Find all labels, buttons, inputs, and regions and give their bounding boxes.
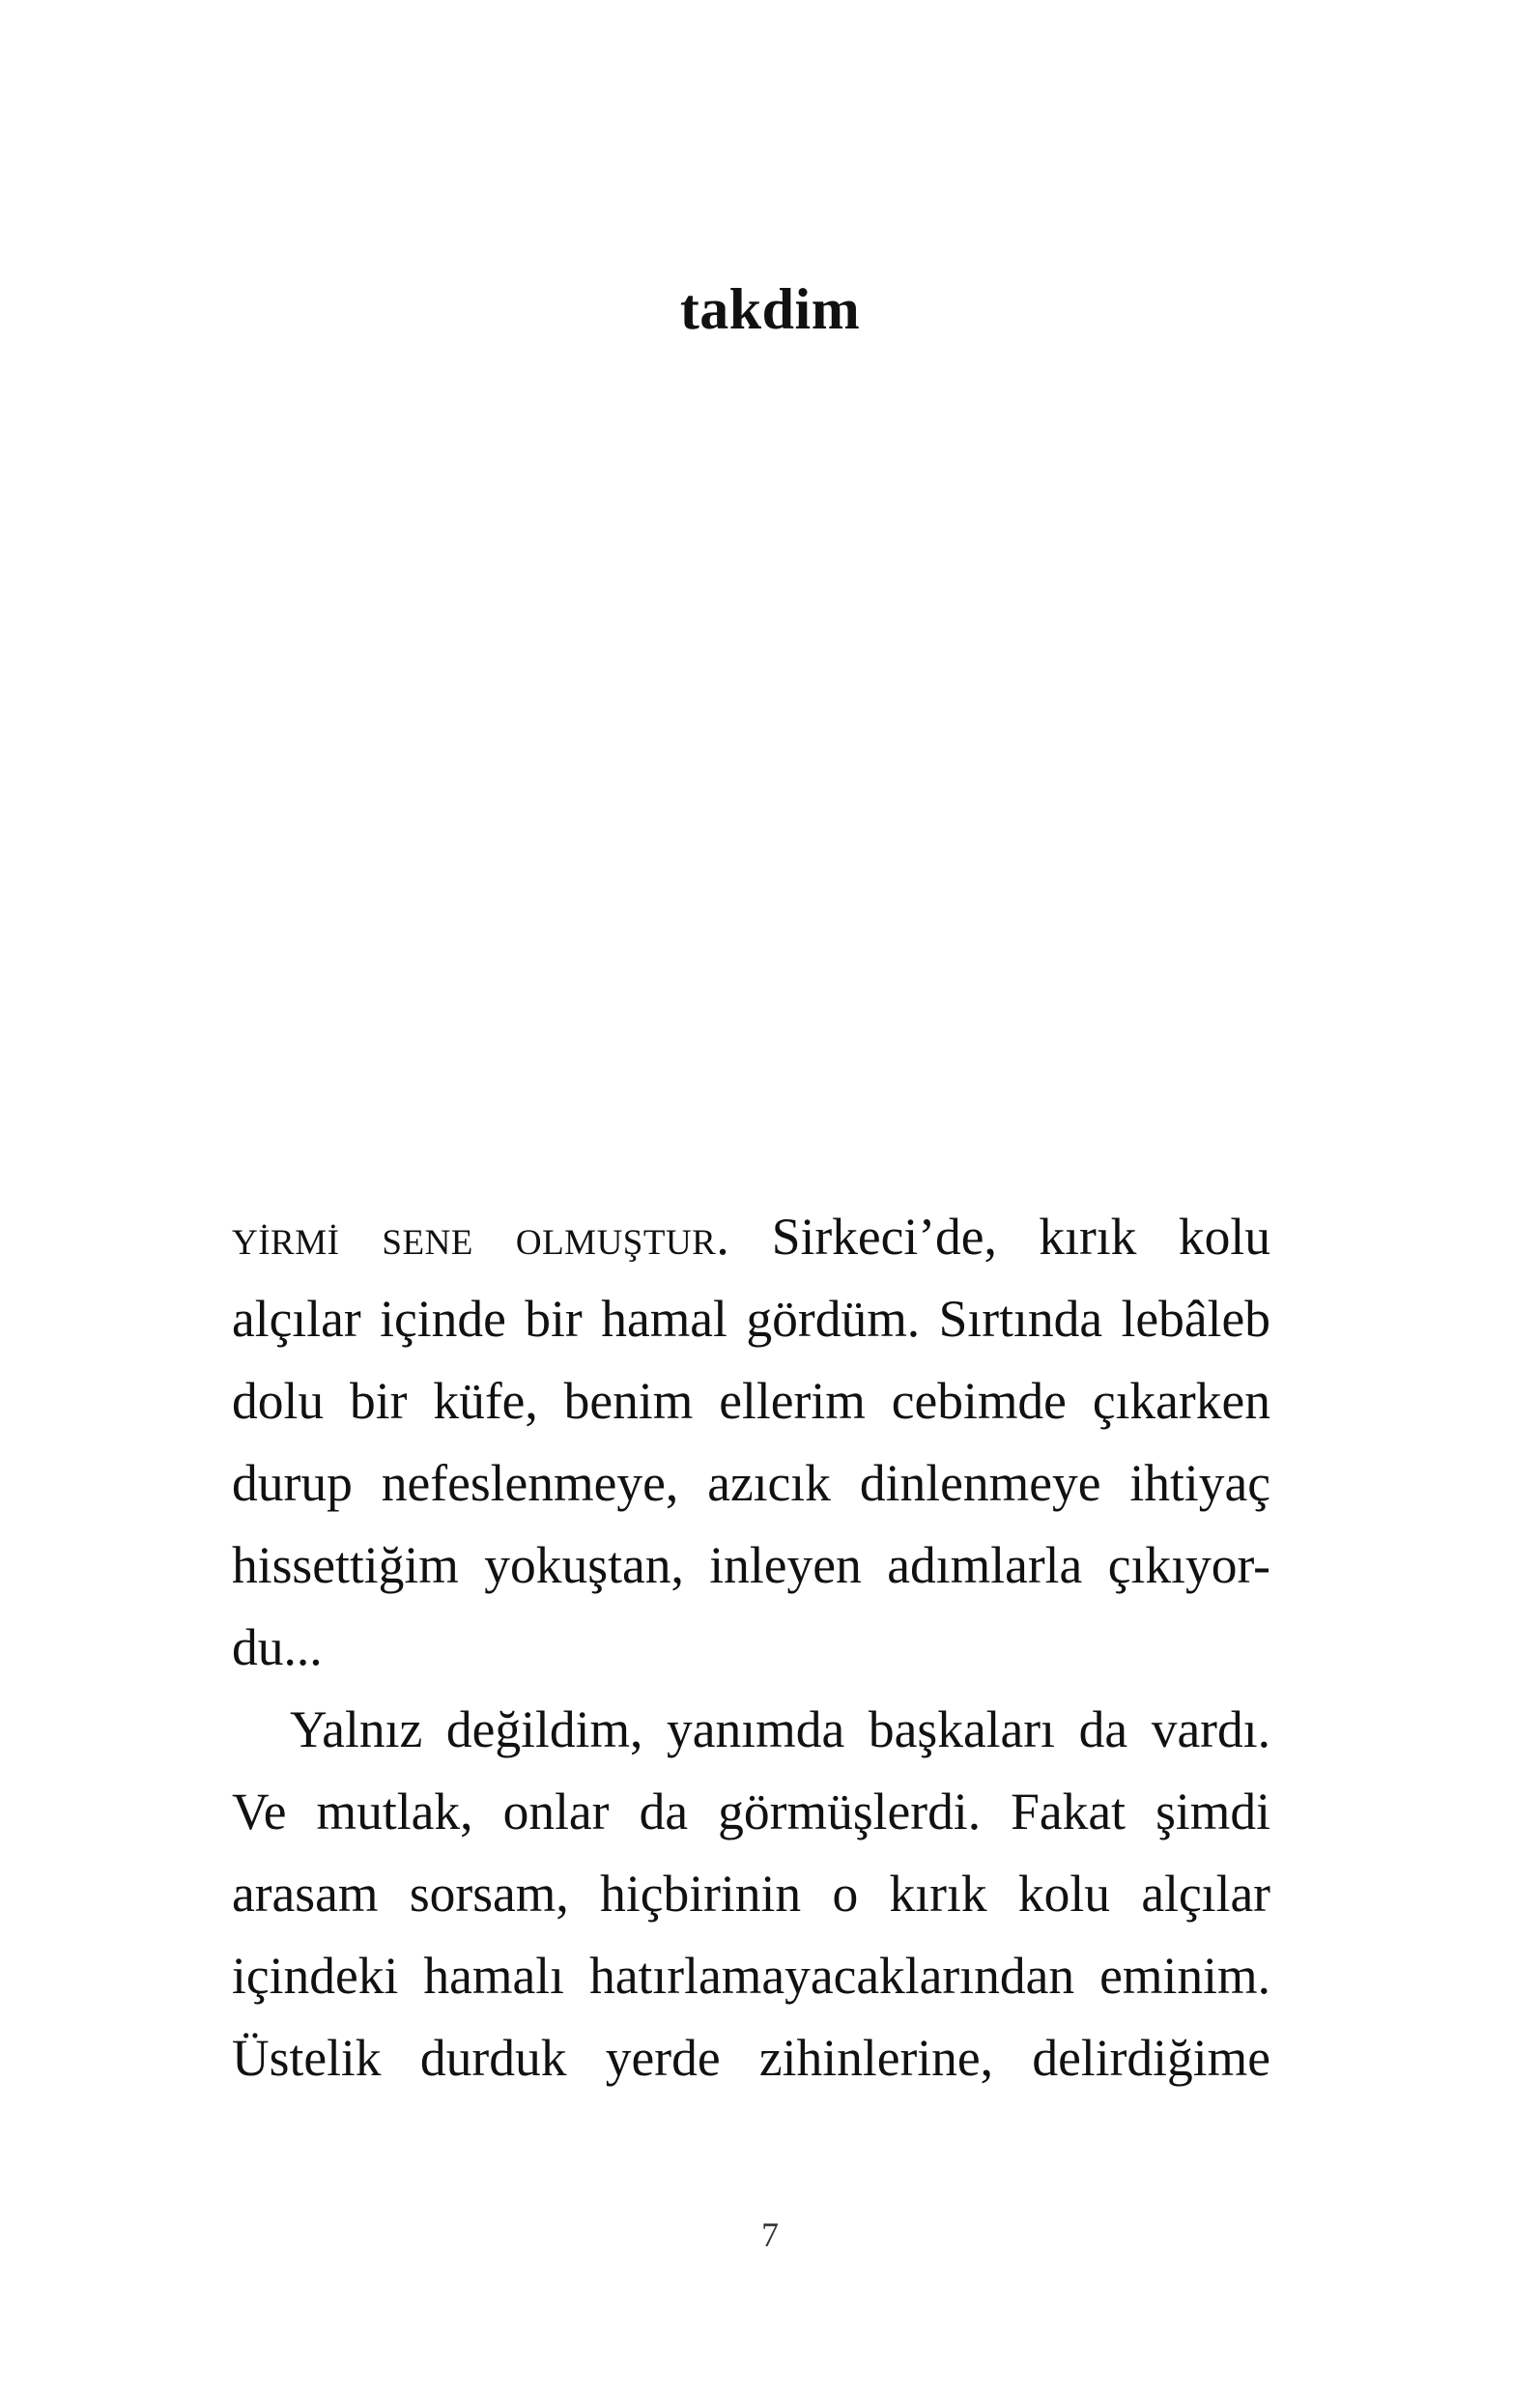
page-number: 7 bbox=[761, 2215, 779, 2254]
text-line: içindeki hamalı hatırlamayacaklarından eminim. bbox=[232, 1947, 1270, 2005]
text-line: hissettiğim yokuştan, inleyen adımlarla çıkıyor- bbox=[232, 1536, 1270, 1594]
text-line: Üstelik durduk yerde zihinlerine, delirdiğime bbox=[232, 2029, 1270, 2087]
text-line: Ve mutlak, onlar da görmüşlerdi. Fakat şimdi bbox=[232, 1783, 1270, 1840]
body-text bbox=[232, 1196, 1270, 2099]
text-span: Sirkeci’de, kırık kolu bbox=[729, 1208, 1270, 1266]
lead-in-smallcaps: yi̇rmi̇ sene olmuştur. bbox=[232, 1208, 730, 1266]
text-line: alçılar içinde bir hamal gördüm. Sırtında lebâleb bbox=[232, 1290, 1270, 1348]
text-line bbox=[232, 1196, 1270, 1278]
text-line: dolu bir küfe, benim ellerim cebimde çıkarken bbox=[232, 1372, 1270, 1430]
text-line: arasam sorsam, hiçbirinin o kırık kolu alçılar bbox=[232, 1865, 1270, 1923]
text-line: du... bbox=[232, 1618, 323, 1676]
chapter-title: takdim bbox=[679, 277, 861, 341]
text-line: durup nefeslenmeye, azıcık dinlenmeye ihtiyaç bbox=[232, 1454, 1270, 1512]
text-line: Yalnız değildim, yanımda başkaları da vardı. bbox=[290, 1700, 1270, 1758]
